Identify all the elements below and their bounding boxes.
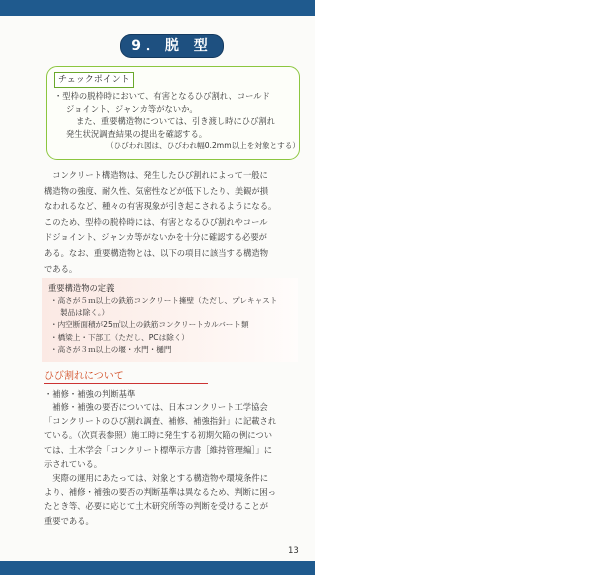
paragraph-line: なわれるなど、種々の有害現象が引き起こされるようになる。 [44,201,277,212]
checkpoint-line: 発生状況調査結果の提出を確認する。 [66,128,208,139]
paragraph-line: ている。（次頁表参照）施工時に発生する初期欠陥の例につい [44,430,272,441]
paragraph-line: である。 [44,263,78,274]
paragraph-line: たとき等、必要に応じて土木研究所等の判断を受けることが [44,501,269,512]
bottom-color-band [0,561,315,575]
paragraph-line: 示されている。 [44,458,103,469]
paragraph-line: このため、型枠の脱枠時には、有害となるひび割れやコール [44,216,268,227]
checkpoint-note: （ひびわれ図は、ひびわれ幅0.2mm以上を対象とする） [106,141,300,150]
definition-item: 製品は除く。） [60,308,110,318]
paragraph-line: より、補修・補強の要否の判断基準は異なるため、判断に困っ [44,487,276,498]
definition-item: ・橋梁上・下部工（ただし、PCは除く） [50,332,189,342]
paragraph-line: ある。なお、重要構造物とは、以下の項目に該当する構造物 [44,247,269,258]
definition-item: ・高さが５ｍ以上の鉄筋コンクリート擁壁（ただし、プレキャスト [50,296,278,305]
paragraph-line: ドジョイント、ジャンカ等がないかを十分に確認する必要が [44,232,267,243]
checkpoint-line: ・型枠の脱枠時において、有害となるひび割れ、コールド [54,91,270,101]
section-title: 9．脱 型 [120,34,224,58]
paragraph-line: 補修・補強の要否については、日本コンクリート工学協会 [44,402,268,412]
definition-item: ・内空断面積が25㎡以上の鉄筋コンクリートカルバート類 [50,320,249,330]
definition-title: 重要構造物の定義 [48,283,115,293]
checkpoint-label: チェックポイント [54,72,134,88]
definition-item: ・高さが３ｍ以上の堰・水門・樋門 [50,344,172,354]
paragraph-line: ては、土木学会「コンクリート標準示方書［維持管理編］」に [44,444,272,455]
checkpoint-text [54,90,300,153]
paragraph-line: 重要である。 [44,515,94,526]
paragraph-line: 実際の運用にあたっては、対象とする構造物や環境条件に [44,473,269,484]
definition-list [50,295,294,356]
crack-subheading: ・補修・補強の判断基準 [44,389,136,399]
top-color-band [0,0,315,16]
paragraph-line: コンクリート構造物は、発生したひび割れによって一般に [44,170,268,180]
checkpoint-line: ジョイント、ジャンカ等がないか。 [66,103,198,114]
crack-paragraph [44,400,302,528]
crack-section-heading: ひび割れについて [44,370,208,384]
intro-paragraph [44,168,302,277]
checkpoint-line: また、重要構造物については、引き渡し時にひび割れ [76,116,275,126]
paragraph-line: 構造物の強度、耐久性、気密性などが低下したり、美観が損 [44,185,269,196]
page-number: 13 [288,546,299,556]
paragraph-line: 「コンクリートのひび割れ調査、補修、補強指針」に記載され [44,416,277,427]
